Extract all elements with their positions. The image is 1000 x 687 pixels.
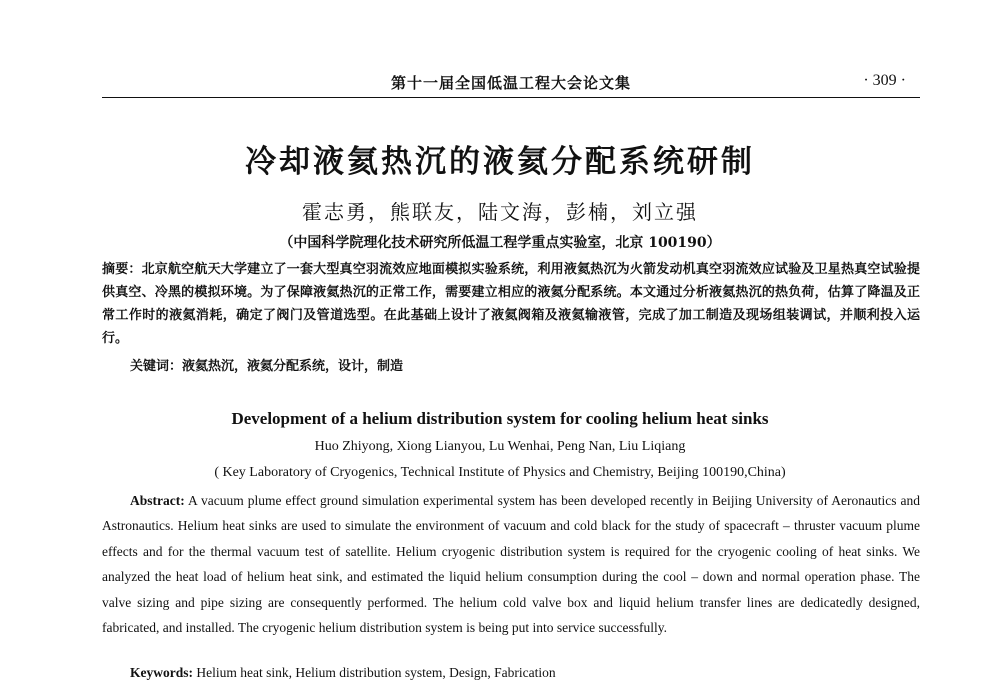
- english-abstract-label: Abstract:: [130, 493, 185, 508]
- journal-title: 第十一届全国低温工程大会论文集: [390, 74, 631, 92]
- chinese-abstract-text: 北京航空航天大学建立了一套大型真空羽流效应地面模拟实验系统，利用液氦热沉为火箭发动机真空羽流效应试验及卫星热真空试验提供真空、冷黑的模拟环境。为了保障液氦热沉的正常工作，需要建立相应的液氦分配系统。本文通过分析液氦热沉的热负荷，估算了降温及正常工作时的液氦消耗，确定了阀门及管道选型。在此基础上设计了液氦阀箱及液氦输液管，完成了加工制造及现场组装调试，并顺利投入运行。: [102, 262, 920, 346]
- english-title: Development of a helium distribution system for cooling helium heat sinks: [231, 409, 769, 428]
- english-authors: Huo Zhiyong, Xiong Lianyou, Lu Wenhai, Peng Nan, Liu Liqiang: [314, 439, 686, 454]
- chinese-authors: 霍志勇，熊联友，陆文海，彭楠，刘立强: [302, 200, 698, 224]
- chinese-affiliation: （中国科学院理化技术研究所低温工程学重点实验室，北京 100190）: [279, 235, 721, 251]
- chinese-title: 冷却液氦热沉的液氦分配系统研制: [245, 144, 755, 180]
- chinese-keywords-label: 关键词：: [130, 359, 183, 374]
- chinese-abstract: [102, 258, 920, 350]
- english-affiliation: ( Key Laboratory of Cryogenics, Technical Institute of Physics and Chemistry, Beijing 100190,China): [214, 465, 786, 480]
- chinese-keywords-text: 液氦热沉，液氦分配系统，设计，制造: [182, 359, 404, 374]
- chinese-abstract-label: 摘要：: [102, 262, 142, 277]
- header-rule: [102, 97, 920, 98]
- chinese-keywords: [130, 355, 920, 378]
- english-keywords-label: Keywords:: [130, 665, 193, 680]
- english-abstract: [102, 488, 920, 640]
- page-number: · 309 ·: [863, 72, 906, 89]
- running-header: [102, 70, 920, 94]
- english-keywords-text: Helium heat sink, Helium distribution system, Design, Fabrication: [196, 665, 556, 680]
- english-abstract-text: A vacuum plume effect ground simulation experimental system has been developed recently in Beijing University of Aeronautics and Astronautics. Helium heat sinks are used to simulate the environment of vacuum and cold black for the study of spacecraft – thruster vacuum plume effects and for the thermal vacuum test of satellite. Helium cryogenic distribution system is required for the cryogenic cooling of heat sinks. We analyzed the heat load of helium heat sink, and estimated the liquid helium consumption during the cool – down and normal operation phase. The valve sizing and pipe sizing are consequently performed. The helium cold valve box and liquid helium transfer lines are dedicatedly designed, fabricated, and installed. The cryogenic helium distribution system is being put into service successfully.: [102, 493, 920, 636]
- english-keywords: [130, 663, 920, 683]
